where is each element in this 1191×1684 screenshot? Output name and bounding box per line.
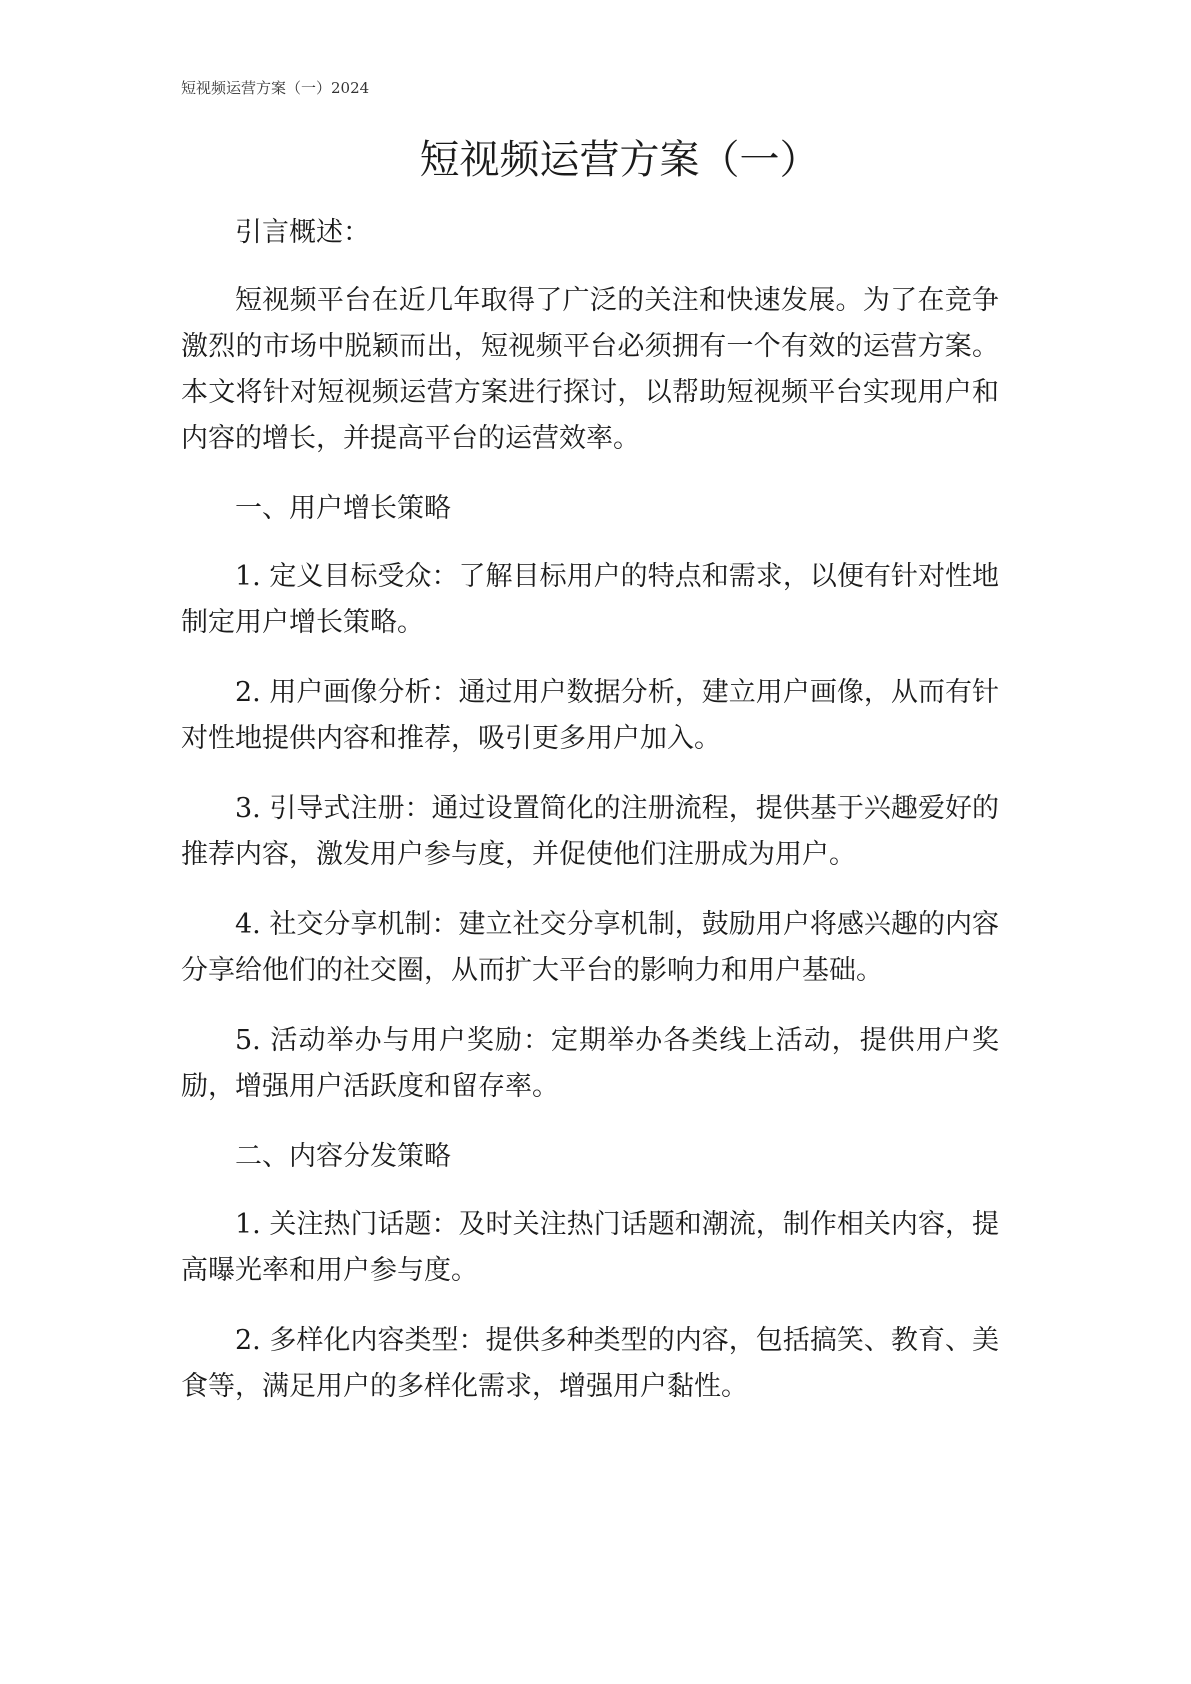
intro-paragraph: 短视频平台在近几年取得了广泛的关注和快速发展。为了在竞争激烈的市场中脱颖而出，短视频平台必须拥有一个有效的运营方案。本文将针对短视频运营方案进行探讨，以帮助短视频平台实现用户和内容的增长，并提高平台的运营效率。 — [181, 285, 999, 454]
list-item: 2. 多样化内容类型：提供多种类型的内容，包括搞笑、教育、美食等，满足用户的多样化需求，增强用户黏性。 — [181, 1325, 999, 1402]
list-item: 5. 活动举办与用户奖励：定期举办各类线上活动，提供用户奖励，增强用户活跃度和留存率。 — [181, 1025, 999, 1102]
running-header: 短视频运营方案（一）2024 — [181, 79, 370, 97]
section-heading-user-growth: 一、用户增长策略 — [235, 493, 451, 524]
intro-heading: 引言概述： — [235, 217, 370, 248]
list-item: 1. 关注热门话题：及时关注热门话题和潮流，制作相关内容，提高曝光率和用户参与度。 — [181, 1209, 999, 1286]
list-item: 2. 用户画像分析：通过用户数据分析，建立用户画像，从而有针对性地提供内容和推荐，吸引更多用户加入。 — [181, 677, 999, 754]
document-title: 短视频运营方案（一） — [419, 137, 820, 183]
list-item: 4. 社交分享机制：建立社交分享机制，鼓励用户将感兴趣的内容分享给他们的社交圈，从而扩大平台的影响力和用户基础。 — [181, 909, 999, 986]
section-heading-content-distribution: 二、内容分发策略 — [235, 1141, 451, 1172]
list-item: 3. 引导式注册：通过设置简化的注册流程，提供基于兴趣爱好的推荐内容，激发用户参与度，并促使他们注册成为用户。 — [181, 793, 999, 870]
list-item: 1. 定义目标受众：了解目标用户的特点和需求，以便有针对性地制定用户增长策略。 — [181, 561, 999, 638]
document-body — [181, 210, 999, 1434]
